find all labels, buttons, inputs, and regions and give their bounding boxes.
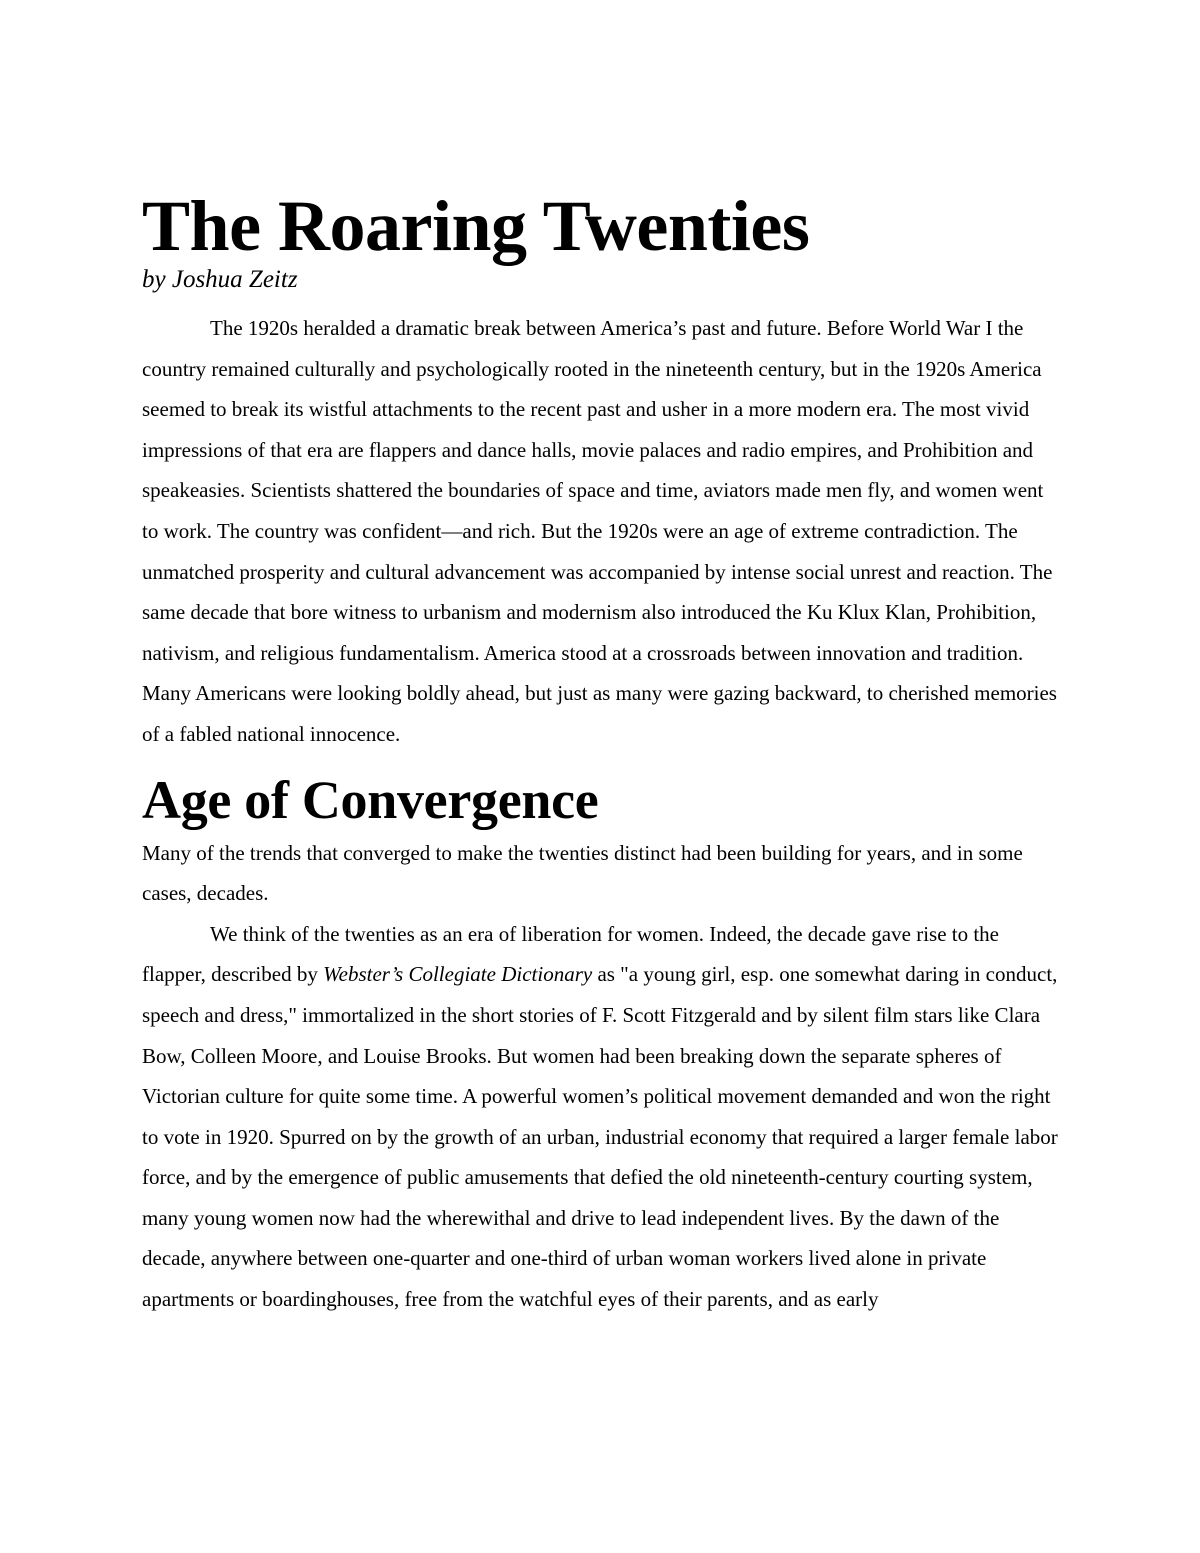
paragraph-2-start: We think of the twenties as an era of liberation for women. Indeed, the decade gave rise to the flapper, described by bbox=[142, 921, 1000, 987]
section-paragraph-2 bbox=[142, 914, 1058, 1320]
dictionary-title: Webster’s Collegiate Dictionary bbox=[323, 962, 593, 987]
byline: by Joshua Zeitz bbox=[142, 266, 298, 293]
section-paragraph-1: Many of the trends that converged to make the twenties distinct had been building for years, and in some cases, decades. bbox=[142, 840, 1023, 906]
document-title: The Roaring Twenties bbox=[142, 186, 810, 266]
intro-paragraph: The 1920s heralded a dramatic break between America’s past and future. Before World War I the country remained culturally and psychologically rooted in the nineteenth century, but in the 1920s America seemed to break its wistful attachments to the recent past and usher in a more modern era. The most vivid impressions of that era are flappers and dance halls, movie palaces and radio empires, and Prohibition and speakeasies. Scientists shattered the boundaries of space and time, aviators made men fly, and women went to work. The country was confident—and rich. But the 1920s were an age of extreme contradiction. The unmatched prosperity and cultural advancement was accompanied by intense social unrest and reaction. The same decade that bore witness to urbanism and modernism also introduced the Ku Klux Klan, Prohibition, nativism, and religious fundamentalism. America stood at a crossroads between innovation and tradition. Many Americans were looking boldly ahead, but just as many were gazing backward, to cherished memories of a fabled national innocence. bbox=[142, 316, 1057, 746]
paragraph-2-end: as "a young girl, esp. one somewhat daring in conduct, speech and dress," immortalized in the short stories of F. Scott Fitzgerald and by silent film stars like Clara Bow, Colleen Moore, and Louise Brooks. But women had been breaking down the separate spheres of Victorian culture for quite some time. A powerful women’s political movement demanded and won the right to vote in 1920. Spurred on by the growth of an urban, industrial economy that required a larger female labor force, and by the emergence of public amusements that defied the old nineteenth-century courting system, many young women now had the wherewithal and drive to lead independent lives. By the dawn of the decade, anywhere between one-quarter and one-third of urban woman workers lived alone in private apartments or boardinghouses, free from the watchful eyes of their parents, and as early bbox=[142, 962, 1058, 1312]
document-page bbox=[142, 188, 1058, 1320]
section-heading: Age of Convergence bbox=[142, 769, 599, 830]
